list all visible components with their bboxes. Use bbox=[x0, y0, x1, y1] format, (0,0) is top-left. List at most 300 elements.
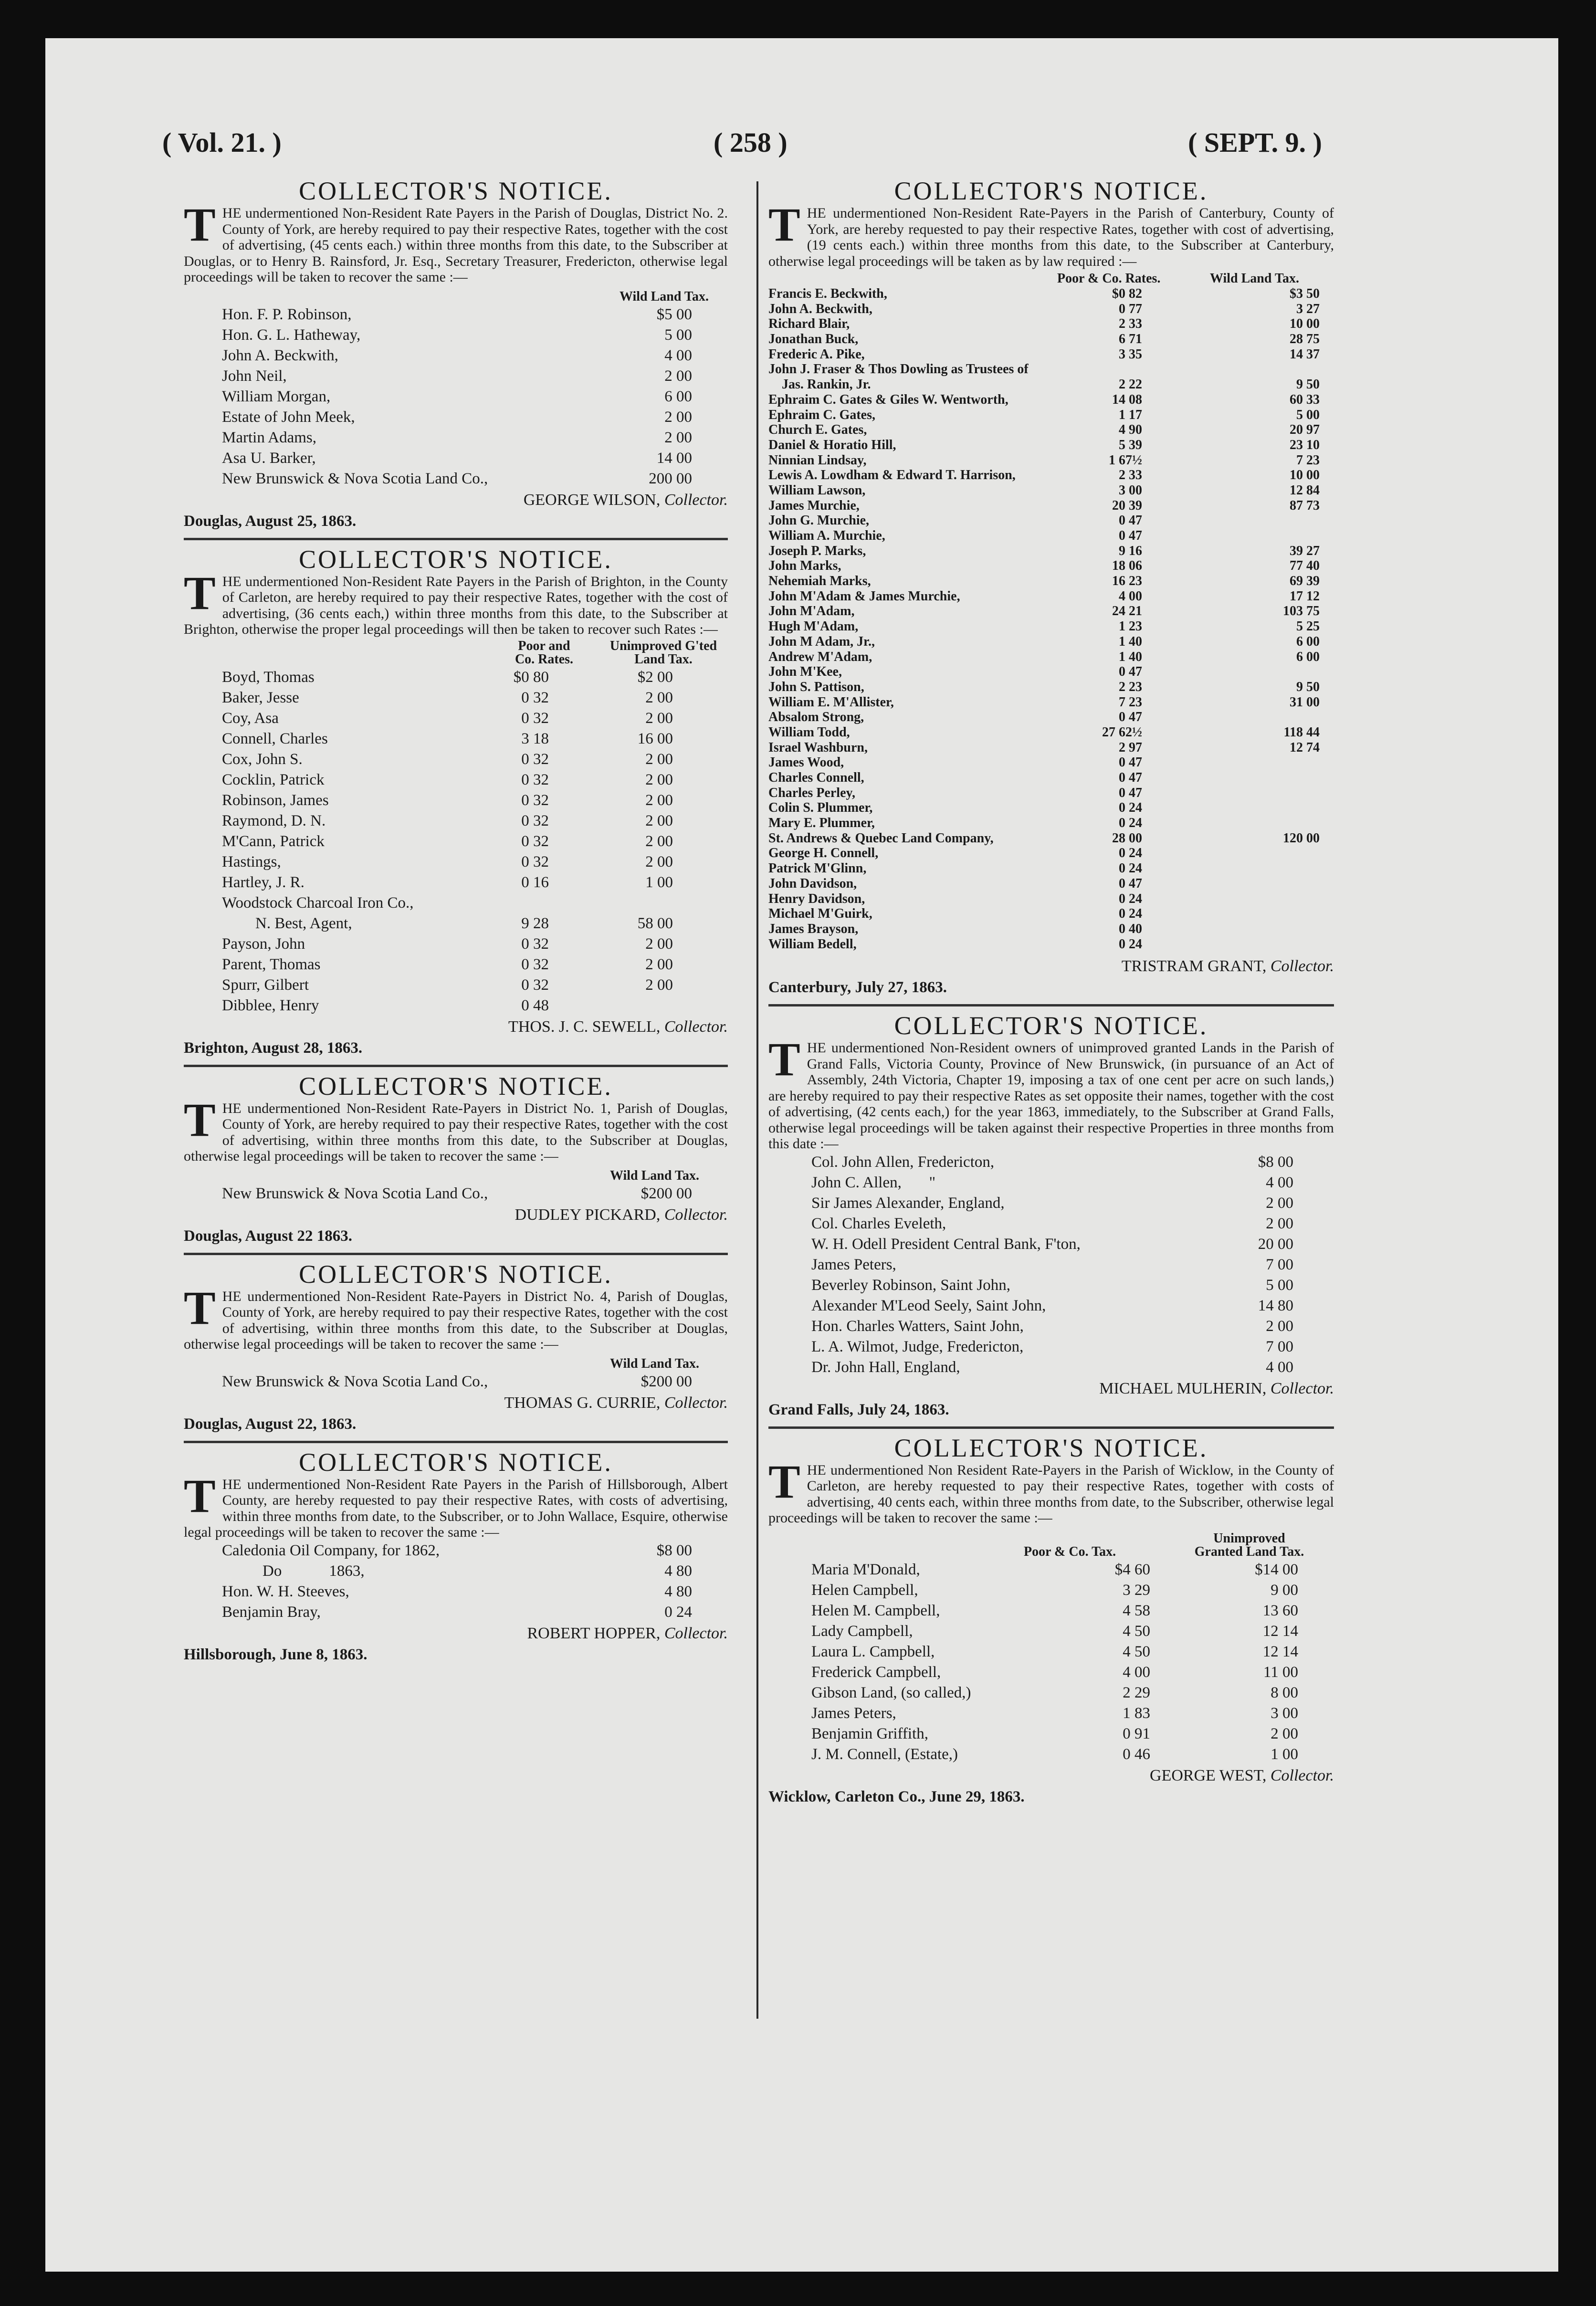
list-item bbox=[184, 893, 728, 913]
list-item bbox=[184, 749, 728, 770]
tax-list bbox=[184, 304, 728, 489]
rate-amount: 0 24 bbox=[1119, 891, 1142, 906]
collector-role: Collector. bbox=[664, 491, 728, 509]
collector-role: Collector. bbox=[664, 1017, 728, 1036]
list-item bbox=[768, 1214, 1334, 1234]
payer-name: Caledonia Oil Company, for 1862, bbox=[222, 1541, 440, 1559]
collector-role: Collector. bbox=[1270, 957, 1334, 975]
payer-name: John Davidson, bbox=[768, 876, 857, 891]
rate-amount: 0 24 bbox=[1119, 846, 1142, 861]
payer-name: Payson, John bbox=[222, 935, 305, 953]
col-header: Unimproved Granted Land Tax. bbox=[1194, 1530, 1304, 1559]
list-item bbox=[768, 861, 1334, 876]
col-header: Poor & Co. Rates. bbox=[1057, 271, 1161, 286]
tax-amount: 8 00 bbox=[1270, 1684, 1298, 1701]
tax-amount: 7 00 bbox=[1266, 1256, 1293, 1273]
list-item bbox=[768, 1193, 1334, 1214]
notice-text: HE undermentioned Non-Resident owners of unimproved granted Lands in the Parish of Grand Falls, Victoria County, Province of New Brunswick, (in pursuance of an Act of Assembly, 24th Victoria, Chapter 19, imposing a tax of one cent per acre on such lands,) are hereby required to pay their respective Rates as set opposite their names, together with the cost of advertising, (42 cents each,) for the year 1863, immediately, to the Subscriber at Grand Falls, otherwise legal proceedings will be taken against their respective Properties in three months from this date :— bbox=[768, 1040, 1334, 1152]
collector-signature bbox=[184, 1204, 728, 1226]
payer-name: Lady Campbell, bbox=[811, 1622, 913, 1640]
payer-name: Baker, Jesse bbox=[222, 689, 299, 706]
table-header bbox=[184, 1164, 728, 1184]
list-item bbox=[184, 913, 728, 934]
payer-name: Boyd, Thomas bbox=[222, 668, 315, 686]
list-item bbox=[184, 469, 728, 489]
payer-name: Frederic A. Pike, bbox=[768, 346, 865, 362]
list-item bbox=[184, 1561, 728, 1582]
rate-amount: 0 46 bbox=[1123, 1745, 1150, 1763]
payer-name: Lewis A. Lowdham & Edward T. Harrison, bbox=[768, 468, 1016, 483]
left-column bbox=[184, 177, 728, 1665]
payer-name: William Lawson, bbox=[768, 482, 866, 498]
tax-amount: 118 44 bbox=[1283, 724, 1320, 740]
payer-name: John S. Pattison, bbox=[768, 679, 864, 694]
payer-name: New Brunswick & Nova Scotia Land Co., bbox=[222, 1184, 488, 1202]
list-item bbox=[768, 392, 1334, 408]
list-item bbox=[768, 1601, 1334, 1621]
rate-amount: 0 47 bbox=[1119, 528, 1142, 543]
volume-label: ( Vol. 21. ) bbox=[162, 127, 282, 158]
rate-amount: 24 21 bbox=[1112, 604, 1142, 619]
rate-amount: 0 32 bbox=[521, 976, 549, 994]
tax-amount: 103 75 bbox=[1283, 604, 1320, 619]
payer-name: John Neil, bbox=[222, 367, 287, 385]
tax-amount: 4 00 bbox=[1266, 1174, 1293, 1191]
payer-name: Andrew M'Adam, bbox=[768, 649, 872, 664]
tax-amount: $200 00 bbox=[640, 1373, 692, 1390]
list-item bbox=[768, 453, 1334, 468]
col-header: Wild Land Tax. bbox=[619, 289, 709, 304]
notice-title: COLLECTOR'S NOTICE. bbox=[894, 1433, 1208, 1462]
rate-amount: 4 50 bbox=[1123, 1622, 1150, 1640]
list-item bbox=[768, 408, 1334, 423]
list-item bbox=[768, 634, 1334, 650]
payer-name: Ephraim C. Gates, bbox=[768, 407, 875, 422]
rate-amount: 2 97 bbox=[1119, 740, 1142, 755]
list-item bbox=[768, 589, 1334, 604]
tax-amount: 14 37 bbox=[1290, 346, 1320, 362]
rate-amount: 0 47 bbox=[1119, 876, 1142, 891]
place-date: Douglas, August 25, 1863. bbox=[184, 512, 357, 530]
rate-amount: 14 08 bbox=[1112, 392, 1142, 407]
list-item bbox=[768, 650, 1334, 665]
collector-signature bbox=[184, 489, 728, 511]
list-item bbox=[768, 831, 1334, 846]
place-date: Hillsborough, June 8, 1863. bbox=[184, 1646, 368, 1663]
payer-name: Ninnian Lindsay, bbox=[768, 452, 867, 468]
list-item bbox=[768, 362, 1334, 377]
tax-amount: 2 00 bbox=[645, 771, 673, 788]
list-item bbox=[768, 800, 1334, 816]
payer-name: Coy, Asa bbox=[222, 709, 279, 727]
list-item bbox=[768, 1744, 1334, 1765]
payer-name: Frederick Campbell, bbox=[811, 1663, 941, 1681]
payer-name: Church E. Gates, bbox=[768, 422, 867, 438]
notice-brighton bbox=[184, 545, 728, 1067]
list-item bbox=[184, 852, 728, 872]
tax-list bbox=[768, 286, 1334, 952]
drop-cap: T bbox=[184, 1469, 216, 1522]
payer-name: Absalom Strong, bbox=[768, 710, 864, 725]
divider bbox=[184, 1065, 728, 1067]
drop-cap: T bbox=[184, 198, 216, 251]
owner-name: L. A. Wilmot, Judge, Fredericton, bbox=[811, 1338, 1024, 1355]
list-item bbox=[768, 1255, 1334, 1275]
notice-title: COLLECTOR'S NOTICE. bbox=[299, 177, 613, 205]
tax-amount: 14 00 bbox=[656, 449, 692, 467]
payer-name: Benjamin Bray, bbox=[222, 1603, 321, 1621]
list-item bbox=[768, 1173, 1334, 1193]
collector-role: Collector. bbox=[664, 1394, 728, 1412]
list-item bbox=[768, 377, 1334, 392]
col-header: Poor & Co. Tax. bbox=[1024, 1544, 1116, 1559]
col-header: Poor and Co. Rates. bbox=[514, 638, 574, 667]
payer-name: Helen Campbell, bbox=[811, 1581, 918, 1599]
list-item bbox=[768, 468, 1334, 483]
notice-body bbox=[184, 198, 728, 285]
tax-amount: 2 00 bbox=[645, 955, 673, 973]
payer-name: Jas. Rankin, Jr. bbox=[768, 377, 871, 392]
rate-amount: 0 32 bbox=[521, 812, 549, 829]
list-item bbox=[184, 346, 728, 366]
tax-amount: 2 00 bbox=[645, 709, 673, 727]
table-header bbox=[768, 269, 1334, 286]
tax-amount: 77 40 bbox=[1290, 558, 1320, 574]
collector-role: Collector. bbox=[664, 1624, 728, 1642]
list-item bbox=[768, 302, 1334, 317]
place-date: Douglas, August 22, 1863. bbox=[184, 1415, 357, 1433]
owner-name: Hon. Charles Watters, Saint John, bbox=[811, 1317, 1024, 1335]
list-item bbox=[184, 407, 728, 428]
payer-name: Laura L. Campbell, bbox=[811, 1643, 935, 1660]
payer-name: New Brunswick & Nova Scotia Land Co., bbox=[222, 1373, 488, 1390]
rate-amount: 0 32 bbox=[521, 853, 549, 870]
rate-amount: 2 33 bbox=[1119, 316, 1142, 332]
list-item bbox=[768, 1580, 1334, 1601]
payer-name: Gibson Land, (so called,) bbox=[811, 1684, 971, 1701]
divider bbox=[184, 1253, 728, 1255]
collector-name: GEORGE WILSON, bbox=[523, 491, 661, 509]
owner-name: Col. Charles Eveleth, bbox=[811, 1215, 946, 1232]
tax-amount: 9 00 bbox=[1270, 1581, 1298, 1599]
tax-amount: 12 74 bbox=[1290, 740, 1320, 755]
tax-amount: 4 80 bbox=[664, 1562, 692, 1580]
payer-name: Spurr, Gilbert bbox=[222, 976, 309, 994]
payer-name: Michael M'Guirk, bbox=[768, 906, 872, 922]
list-item bbox=[184, 872, 728, 893]
tax-amount: 58 00 bbox=[637, 914, 673, 932]
list-item bbox=[184, 1541, 728, 1561]
payer-name: Mary E. Plummer, bbox=[768, 816, 875, 831]
place-date: Canterbury, July 27, 1863. bbox=[768, 979, 947, 996]
column-divider bbox=[756, 181, 758, 2019]
collector-name: MICHAEL MULHERIN, bbox=[1099, 1379, 1267, 1397]
issue-date: ( SEPT. 9. ) bbox=[1188, 127, 1322, 158]
notice-body bbox=[184, 1281, 728, 1352]
list-item bbox=[768, 680, 1334, 695]
rate-amount: 5 39 bbox=[1119, 437, 1142, 452]
payer-name: Henry Davidson, bbox=[768, 891, 865, 906]
payer-name: William Morgan, bbox=[222, 388, 331, 405]
rate-amount: 0 47 bbox=[1119, 513, 1142, 528]
tax-amount: 17 12 bbox=[1290, 588, 1320, 604]
tax-amount: 5 25 bbox=[1296, 619, 1320, 634]
tax-amount: 2 00 bbox=[645, 689, 673, 706]
tax-list bbox=[184, 667, 728, 1016]
owner-name: Col. John Allen, Fredericton, bbox=[811, 1153, 995, 1171]
payer-name: John M'Kee, bbox=[768, 664, 842, 680]
tax-amount: 13 60 bbox=[1262, 1602, 1298, 1619]
notice-title: COLLECTOR'S NOTICE. bbox=[299, 1259, 613, 1289]
payer-name: Hastings, bbox=[222, 853, 281, 870]
tax-amount: 10 00 bbox=[1290, 316, 1320, 332]
notice-title: COLLECTOR'S NOTICE. bbox=[894, 177, 1208, 205]
list-item bbox=[184, 729, 728, 749]
list-item bbox=[768, 528, 1334, 544]
payer-name: James Wood, bbox=[768, 755, 844, 770]
payer-name: Cocklin, Patrick bbox=[222, 771, 325, 788]
drop-cap: T bbox=[184, 1281, 216, 1334]
notice-body bbox=[184, 1469, 728, 1541]
list-item bbox=[184, 975, 728, 996]
rate-amount: 2 22 bbox=[1119, 377, 1142, 392]
rate-amount: 0 24 bbox=[1119, 861, 1142, 876]
payer-name: New Brunswick & Nova Scotia Land Co., bbox=[222, 470, 488, 487]
rate-amount: 0 32 bbox=[521, 832, 549, 850]
rate-amount: $0 82 bbox=[1112, 286, 1142, 301]
notice-text: HE undermentioned Non-Resident Rate-Payers in the Parish of Canterbury, County of York, are hereby requested to pay their respective Rates, together with cost of advertising, (19 cents each.) within three months from this date, to the Subscriber at Canterbury, otherwise legal proceedings will be taken as by law required :— bbox=[768, 205, 1334, 269]
rate-amount: 1 40 bbox=[1119, 634, 1142, 649]
rate-amount: 0 91 bbox=[1123, 1725, 1150, 1742]
rate-amount: 18 06 bbox=[1112, 558, 1142, 574]
collector-name: ROBERT HOPPER, bbox=[527, 1624, 661, 1642]
payer-name: Maria M'Donald, bbox=[811, 1561, 920, 1578]
tax-amount: 2 00 bbox=[645, 853, 673, 870]
list-item bbox=[768, 1642, 1334, 1662]
rate-amount: 0 32 bbox=[521, 935, 549, 953]
notice-body bbox=[184, 566, 728, 638]
payer-name: Francis E. Beckwith, bbox=[768, 286, 887, 301]
payer-name: Nehemiah Marks, bbox=[768, 574, 871, 589]
tax-amount: 5 00 bbox=[664, 326, 692, 344]
rate-amount: 4 00 bbox=[1123, 1663, 1150, 1681]
rate-amount: 9 16 bbox=[1119, 543, 1142, 558]
list-item bbox=[184, 831, 728, 852]
tax-amount: 1 00 bbox=[645, 873, 673, 891]
owner-name: James Peters, bbox=[811, 1256, 896, 1273]
list-item bbox=[184, 428, 728, 448]
list-item bbox=[184, 770, 728, 790]
tax-amount: 16 00 bbox=[637, 730, 673, 747]
tax-amount: 2 00 bbox=[645, 812, 673, 829]
owner-name: Sir James Alexander, England, bbox=[811, 1194, 1005, 1212]
rate-amount: 27 62½ bbox=[1102, 724, 1142, 740]
rate-amount: 0 47 bbox=[1119, 785, 1142, 800]
list-item bbox=[768, 483, 1334, 498]
collector-signature bbox=[184, 1623, 728, 1645]
list-item bbox=[184, 325, 728, 346]
table-header bbox=[184, 285, 728, 304]
payer-name: Benjamin Griffith, bbox=[811, 1725, 929, 1742]
notice-grand-falls bbox=[768, 1011, 1334, 1429]
tax-amount: 2 00 bbox=[1270, 1725, 1298, 1742]
payer-name: Estate of John Meek, bbox=[222, 408, 355, 426]
payer-name: Hon. G. L. Hatheway, bbox=[222, 326, 361, 344]
rate-amount: 2 23 bbox=[1119, 679, 1142, 694]
payer-name: John J. Fraser & Thos Dowling as Trustees of bbox=[768, 362, 1029, 377]
list-item bbox=[768, 544, 1334, 559]
rate-amount: 0 32 bbox=[521, 689, 549, 706]
collector-signature bbox=[768, 1378, 1334, 1400]
notice-canterbury bbox=[768, 177, 1334, 1006]
collector-name: THOMAS G. CURRIE, bbox=[504, 1394, 661, 1412]
notice-douglas-1 bbox=[184, 1072, 728, 1255]
payer-name: Israel Washburn, bbox=[768, 740, 868, 755]
notice-text: HE undermentioned Non-Resident Rate Payers in the Parish of Hillsborough, Albert County, are hereby requested to pay their respective Rates, with costs of advertising, within three months from date, to the Subscriber, or to John Wallace, Esquire, otherwise legal proceedings will be taken to recover the same :— bbox=[184, 1476, 728, 1540]
tax-amount: 1 00 bbox=[1270, 1745, 1298, 1763]
tax-amount: 2 00 bbox=[645, 791, 673, 809]
tax-amount: 6 00 bbox=[1296, 649, 1320, 664]
tax-amount: 12 84 bbox=[1290, 482, 1320, 498]
payer-name: George H. Connell, bbox=[768, 846, 879, 861]
collector-name: DUDLEY PICKARD, bbox=[514, 1205, 661, 1224]
payer-name: Patrick M'Glinn, bbox=[768, 861, 867, 876]
payer-name: Colin S. Plummer, bbox=[768, 800, 873, 816]
tax-amount: 9 50 bbox=[1296, 679, 1320, 694]
rate-amount: 4 58 bbox=[1123, 1602, 1150, 1619]
list-item bbox=[184, 1602, 728, 1623]
place-date: Douglas, August 22 1863. bbox=[184, 1227, 352, 1245]
list-item bbox=[768, 1683, 1334, 1703]
list-item bbox=[768, 1234, 1334, 1255]
drop-cap: T bbox=[768, 1455, 800, 1508]
owner-name: John C. Allen, " bbox=[811, 1174, 936, 1191]
rate-amount: $0 80 bbox=[513, 668, 549, 686]
payer-name: Martin Adams, bbox=[222, 429, 316, 446]
payer-name: Daniel & Horatio Hill, bbox=[768, 437, 896, 452]
owner-name: Beverley Robinson, Saint John, bbox=[811, 1276, 1011, 1294]
collector-name: THOS. J. C. SEWELL, bbox=[508, 1017, 661, 1036]
list-item bbox=[768, 664, 1334, 680]
payer-name: Robinson, James bbox=[222, 791, 329, 809]
tax-amount: 4 00 bbox=[664, 346, 692, 364]
list-item bbox=[768, 755, 1334, 770]
tax-amount: 2 00 bbox=[664, 408, 692, 426]
owner-name: Dr. John Hall, England, bbox=[811, 1358, 960, 1376]
payer-name: Jonathan Buck, bbox=[768, 332, 859, 347]
rate-amount: 0 40 bbox=[1119, 921, 1142, 936]
notice-text: HE undermentioned Non-Resident Rate Payers in the Parish of Douglas, District No. 2. County of York, are hereby required to pay their respective Rates, together with the cost of advertising, (45 cents each.) within three months from this date, to the Subscriber at Douglas, or to Henry B. Rainsford, Jr. Esq., Secretary Treasurer, Fredericton, otherwise legal proceedings will be taken to recover the same :— bbox=[184, 205, 728, 285]
list-item bbox=[768, 740, 1334, 755]
table-header bbox=[184, 1352, 728, 1372]
notice-hillsborough bbox=[184, 1448, 728, 1665]
payer-name: Joseph P. Marks, bbox=[768, 543, 866, 558]
payer-name: Charles Connell, bbox=[768, 770, 864, 785]
list-item bbox=[768, 891, 1334, 907]
tax-amount: 6 00 bbox=[1296, 634, 1320, 649]
notice-text: HE undermentioned Non-Resident Rate-Payers in District No. 1, Parish of Douglas, County of York, are hereby required to pay their respective Rates, together with the cost of advertising, within three months from this date, to the Subscriber at Douglas, otherwise legal proceedings will be taken to recover the same :— bbox=[184, 1100, 728, 1164]
notice-text: HE undermentioned Non-Resident Rate-Payers in District No. 4, Parish of Douglas, County of York, are hereby required to pay their respective Rates, together with the cost of advertising, within three months from this date, to the Subscriber at Douglas, otherwise legal proceedings will be taken to recover the same :— bbox=[184, 1288, 728, 1352]
place-date: Wicklow, Carleton Co., June 29, 1863. bbox=[768, 1788, 1025, 1805]
rate-amount: 16 23 bbox=[1112, 574, 1142, 589]
rate-amount: 0 32 bbox=[521, 791, 549, 809]
payer-name: St. Andrews & Quebec Land Company, bbox=[768, 830, 994, 846]
notice-douglas-4 bbox=[184, 1260, 728, 1443]
payer-name: William Todd, bbox=[768, 724, 850, 740]
list-item bbox=[768, 786, 1334, 801]
list-item bbox=[768, 498, 1334, 514]
list-item bbox=[184, 811, 728, 831]
tax-amount: 3 00 bbox=[1270, 1704, 1298, 1722]
tax-amount: 2 00 bbox=[664, 429, 692, 446]
list-item bbox=[184, 1372, 728, 1392]
rate-amount: 0 47 bbox=[1119, 770, 1142, 785]
rate-amount: 3 18 bbox=[521, 730, 549, 747]
tax-amount: 60 33 bbox=[1290, 392, 1320, 407]
tax-amount: 28 75 bbox=[1290, 332, 1320, 347]
rate-amount: 1 83 bbox=[1123, 1704, 1150, 1722]
list-item bbox=[768, 725, 1334, 740]
rate-amount: 0 16 bbox=[521, 873, 549, 891]
list-item bbox=[768, 513, 1334, 528]
tax-amount: $8 00 bbox=[656, 1541, 692, 1559]
collector-signature bbox=[768, 1765, 1334, 1787]
list-item bbox=[768, 710, 1334, 725]
payer-name: John A. Beckwith, bbox=[222, 346, 338, 364]
payer-name: N. Best, Agent, bbox=[255, 914, 352, 932]
col-header: Unimproved G'ted Land Tax. bbox=[609, 638, 717, 667]
list-item bbox=[768, 286, 1334, 302]
list-item bbox=[768, 1724, 1334, 1744]
tax-amount: $3 50 bbox=[1290, 286, 1320, 301]
rate-amount: 3 00 bbox=[1119, 482, 1142, 498]
page-header bbox=[162, 126, 1322, 165]
tax-amount: 7 00 bbox=[1266, 1338, 1293, 1355]
table-header bbox=[768, 1526, 1334, 1560]
list-item bbox=[768, 619, 1334, 634]
rate-amount: 9 28 bbox=[521, 914, 549, 932]
list-item bbox=[768, 1703, 1334, 1724]
list-item bbox=[184, 1582, 728, 1602]
payer-name: John G. Murchie, bbox=[768, 513, 870, 528]
tax-amount: 0 24 bbox=[664, 1603, 692, 1621]
tax-amount: 2 00 bbox=[645, 832, 673, 850]
rate-amount: 1 17 bbox=[1119, 407, 1142, 422]
list-item bbox=[768, 604, 1334, 619]
payer-name: James Brayson, bbox=[768, 921, 859, 936]
rate-amount: 1 40 bbox=[1119, 649, 1142, 664]
collector-role: Collector. bbox=[1270, 1766, 1334, 1784]
rate-amount: 1 23 bbox=[1119, 619, 1142, 634]
payer-name: John M'Adam & James Murchie, bbox=[768, 588, 960, 604]
tax-amount: 7 23 bbox=[1296, 452, 1320, 468]
divider bbox=[184, 1441, 728, 1443]
rate-amount: 20 39 bbox=[1112, 498, 1142, 513]
payer-name: James Peters, bbox=[811, 1704, 896, 1722]
tax-amount: $200 00 bbox=[640, 1184, 692, 1202]
rate-amount: 0 32 bbox=[521, 709, 549, 727]
list-item bbox=[768, 1560, 1334, 1580]
tax-amount: 5 00 bbox=[1266, 1276, 1293, 1294]
rate-amount: 6 71 bbox=[1119, 332, 1142, 347]
payer-name: Connell, Charles bbox=[222, 730, 328, 747]
tax-amount: 2 00 bbox=[1266, 1194, 1293, 1212]
list-item bbox=[768, 422, 1334, 438]
notice-douglas-2 bbox=[184, 177, 728, 540]
collector-name: GEORGE WEST, bbox=[1150, 1766, 1267, 1784]
list-item bbox=[768, 1296, 1334, 1316]
col-header: Wild Land Tax. bbox=[609, 1356, 699, 1371]
